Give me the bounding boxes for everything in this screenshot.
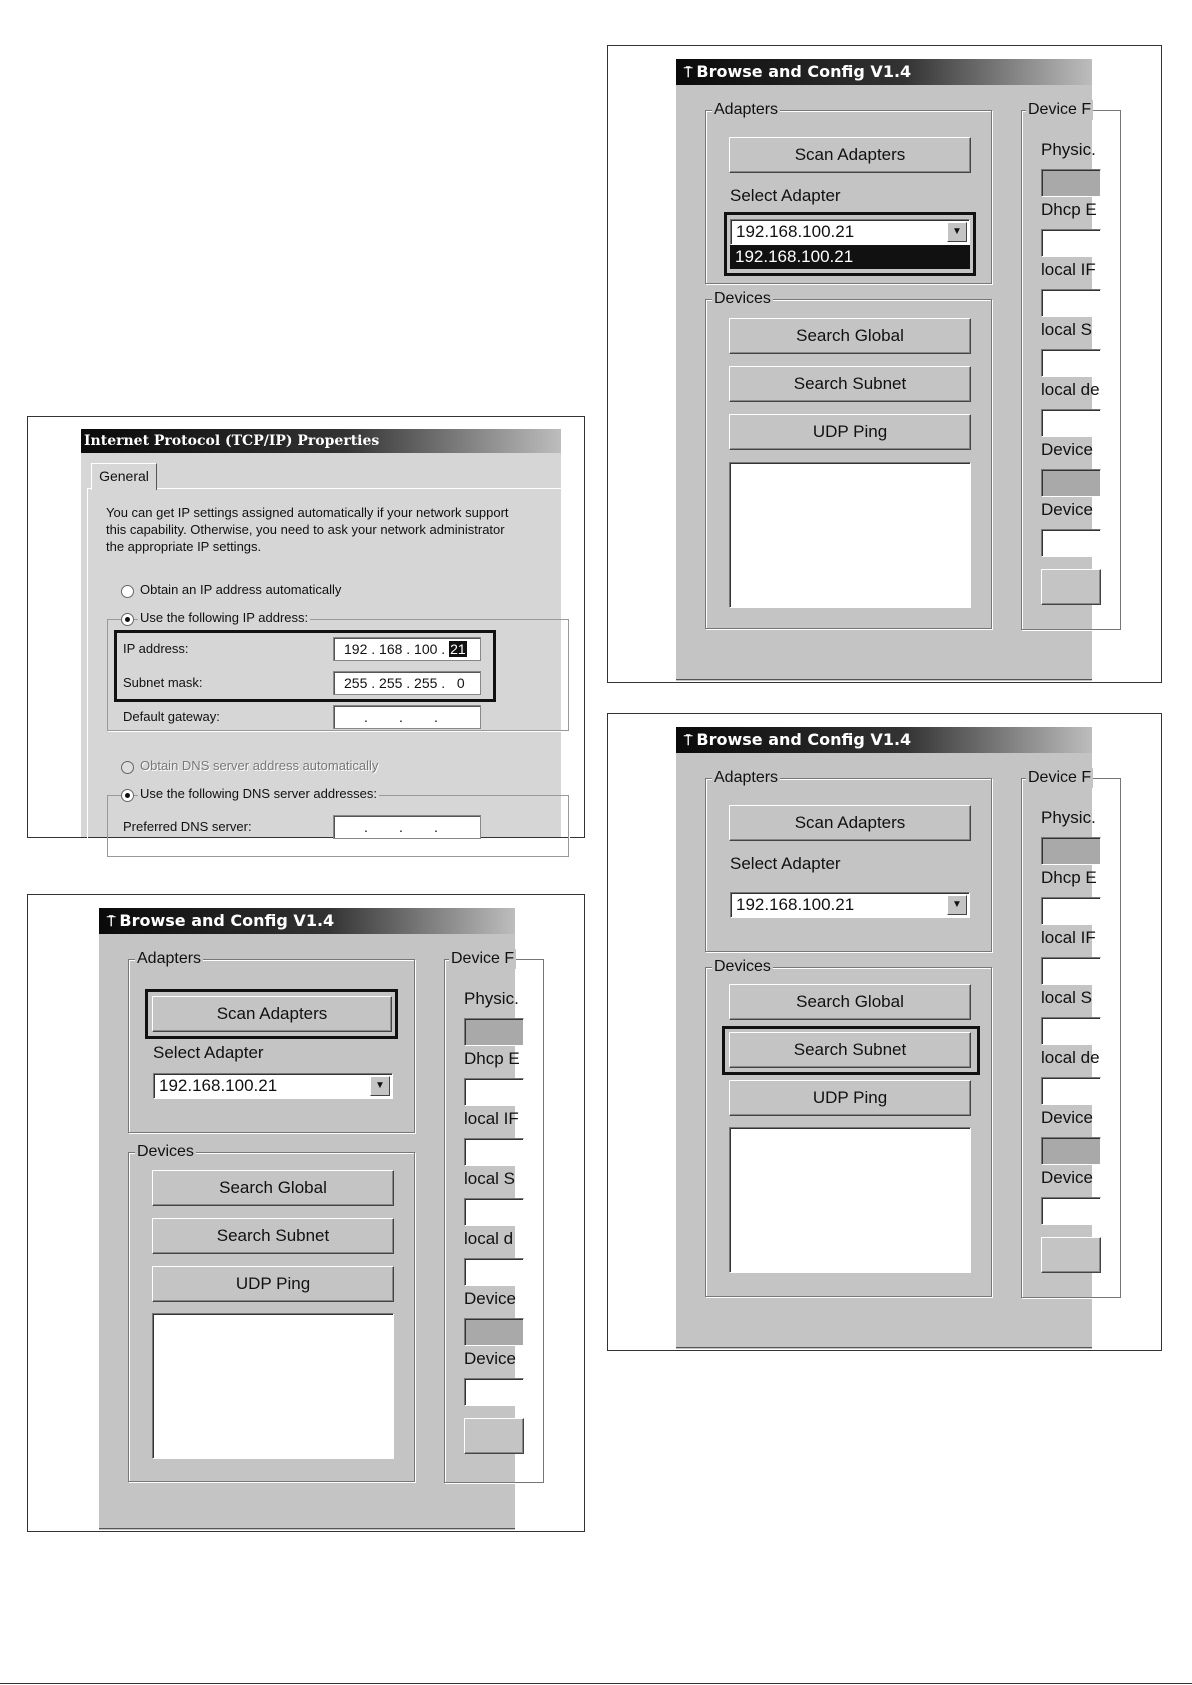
udp-ping-label-1: UDP Ping bbox=[812, 422, 888, 441]
radio-use-following-dns-label: Use the following DNS server addresses: bbox=[140, 786, 377, 801]
preferred-dns-value: . . . bbox=[364, 819, 438, 835]
radio-use-following-ip[interactable] bbox=[121, 613, 134, 626]
udp-ping-button-1[interactable] bbox=[729, 414, 971, 450]
local-s-field-3[interactable] bbox=[1041, 1017, 1101, 1045]
adapter-dropdown-option[interactable] bbox=[730, 245, 970, 269]
browse-config-title-3: Browse and Config V1.4 bbox=[696, 730, 912, 749]
window-bottom-edge-3 bbox=[676, 1347, 1092, 1348]
device-field-3a[interactable] bbox=[1041, 1137, 1101, 1165]
adapter-select-value-3: 192.168.100.21 bbox=[736, 895, 855, 914]
device-panel-label-2: Device F bbox=[451, 950, 515, 967]
subnet-mask-field[interactable] bbox=[333, 671, 481, 695]
devices-group-label-2: Devices bbox=[137, 1143, 194, 1160]
local-ip-label-3: local IF bbox=[1041, 928, 1096, 947]
device-apply-button-2[interactable] bbox=[464, 1418, 524, 1454]
local-d-field-1[interactable] bbox=[1041, 409, 1101, 437]
adapter-select-1[interactable] bbox=[730, 219, 970, 245]
physical-label-3: Physic. bbox=[1041, 808, 1096, 827]
udp-ping-button-3[interactable] bbox=[729, 1080, 971, 1116]
search-global-button-3[interactable] bbox=[729, 984, 971, 1020]
devices-group-label-3: Devices bbox=[714, 958, 771, 975]
dhcp-field-1[interactable] bbox=[1041, 229, 1101, 257]
tcpip-title-bar bbox=[81, 429, 561, 453]
browse-config-title-bar-1 bbox=[676, 59, 1092, 85]
local-ip-field-3[interactable] bbox=[1041, 957, 1101, 985]
browse-config-title-bar-3 bbox=[676, 727, 1092, 753]
tab-general[interactable] bbox=[91, 463, 157, 490]
search-subnet-label-1: Search Subnet bbox=[793, 374, 907, 393]
local-d-field-2[interactable] bbox=[464, 1258, 524, 1286]
local-s-label-3: local S bbox=[1041, 988, 1093, 1007]
browse-config-window-1 bbox=[676, 59, 1100, 681]
device-apply-button-1[interactable] bbox=[1041, 569, 1101, 605]
app-icon: ⍑ bbox=[684, 65, 693, 81]
ip-address-value: 192 . 168 . 100 . bbox=[344, 641, 446, 657]
device-label-3a: Device bbox=[1041, 1108, 1093, 1127]
device-panel-label-1: Device F bbox=[1028, 101, 1092, 118]
chevron-down-icon[interactable]: ▼ bbox=[947, 895, 967, 915]
local-ip-field-2[interactable] bbox=[464, 1138, 524, 1166]
device-label-2a: Device bbox=[464, 1289, 516, 1308]
browse-config-window-3 bbox=[676, 727, 1100, 1349]
device-panel-label-3: Device F bbox=[1028, 769, 1092, 786]
local-d-label-1: local de bbox=[1041, 380, 1100, 399]
subnet-mask-label: Subnet mask: bbox=[123, 675, 203, 690]
radio-obtain-ip-auto[interactable] bbox=[121, 585, 134, 598]
scan-adapters-button-1[interactable] bbox=[729, 137, 971, 173]
chevron-down-icon[interactable]: ▼ bbox=[370, 1076, 390, 1096]
screenshot-frame-tcpip bbox=[27, 416, 585, 838]
ip-address-label: IP address: bbox=[123, 641, 189, 656]
device-label-2b: Device bbox=[464, 1349, 516, 1368]
device-field-1b[interactable] bbox=[1041, 529, 1101, 557]
physical-field-1[interactable] bbox=[1041, 169, 1101, 197]
intro-text-line2: this capability. Otherwise, you need to ask your network administrator bbox=[106, 522, 505, 537]
device-field-2b[interactable] bbox=[464, 1378, 524, 1406]
screenshot-frame-select-adapter bbox=[607, 45, 1162, 683]
browse-config-title-2: Browse and Config V1.4 bbox=[119, 911, 335, 930]
adapter-select-2[interactable] bbox=[153, 1073, 393, 1099]
local-ip-label-1: local IF bbox=[1041, 260, 1096, 279]
device-field-2a[interactable] bbox=[464, 1318, 524, 1346]
gateway-value: . . . bbox=[364, 709, 438, 725]
search-subnet-button-3[interactable] bbox=[729, 1032, 971, 1068]
dhcp-field-3[interactable] bbox=[1041, 897, 1101, 925]
window-bottom-edge-2 bbox=[99, 1528, 515, 1529]
preferred-dns-field[interactable] bbox=[333, 815, 481, 839]
local-s-field-1[interactable] bbox=[1041, 349, 1101, 377]
browse-config-window-2 bbox=[99, 908, 520, 1530]
scan-adapters-label-2: Scan Adapters bbox=[216, 1004, 328, 1023]
physical-field-3[interactable] bbox=[1041, 837, 1101, 865]
search-subnet-label-3: Search Subnet bbox=[793, 1040, 907, 1059]
udp-ping-button-2[interactable] bbox=[152, 1266, 394, 1302]
page-footer-rule bbox=[0, 1683, 1192, 1684]
adapters-group-label-2: Adapters bbox=[137, 950, 202, 967]
physical-label-1: Physic. bbox=[1041, 140, 1096, 159]
device-apply-button-3[interactable] bbox=[1041, 1237, 1101, 1273]
local-d-field-3[interactable] bbox=[1041, 1077, 1101, 1105]
physical-label-2: Physic. bbox=[464, 989, 519, 1008]
app-icon: ⍑ bbox=[684, 733, 693, 749]
adapter-select-value-1: 192.168.100.21 bbox=[736, 222, 855, 241]
local-s-field-2[interactable] bbox=[464, 1198, 524, 1226]
tcpip-properties-window bbox=[81, 429, 561, 837]
radio-use-following-dns[interactable] bbox=[121, 789, 134, 802]
devices-group-label-1: Devices bbox=[714, 290, 771, 307]
physical-field-2[interactable] bbox=[464, 1018, 524, 1046]
select-adapter-label-3: Select Adapter bbox=[730, 854, 841, 873]
search-subnet-button-2[interactable] bbox=[152, 1218, 394, 1254]
dhcp-label-3: Dhcp E bbox=[1041, 868, 1097, 887]
search-global-button-2[interactable] bbox=[152, 1170, 394, 1206]
ip-address-field[interactable] bbox=[333, 637, 481, 661]
adapter-select-3[interactable] bbox=[730, 892, 970, 918]
window-bottom-edge-1 bbox=[676, 679, 1092, 680]
scan-adapters-button-3[interactable] bbox=[729, 805, 971, 841]
ip-address-selected-octet: 21 bbox=[450, 641, 466, 657]
subnet-mask-value: 255 . 255 . 255 . 0 bbox=[344, 675, 465, 691]
search-global-label-3: Search Global bbox=[796, 992, 904, 1011]
udp-ping-label-3: UDP Ping bbox=[812, 1088, 888, 1107]
intro-text-line3: the appropriate IP settings. bbox=[106, 539, 262, 554]
select-adapter-label-1: Select Adapter bbox=[730, 186, 841, 205]
radio-use-following-ip-label: Use the following IP address: bbox=[140, 610, 309, 625]
radio-obtain-dns-auto-label: Obtain DNS server address automatically bbox=[140, 758, 379, 773]
scan-adapters-button-2[interactable] bbox=[152, 996, 392, 1032]
local-d-label-3: local de bbox=[1041, 1048, 1100, 1067]
scan-adapters-label-3: Scan Adapters bbox=[794, 813, 906, 832]
devices-list-3[interactable] bbox=[729, 1127, 971, 1273]
search-global-label-2: Search Global bbox=[219, 1178, 327, 1197]
adapters-group-label-1: Adapters bbox=[714, 101, 779, 118]
app-icon: ⍑ bbox=[107, 914, 116, 930]
browse-config-title-bar-2 bbox=[99, 908, 515, 934]
local-s-label-2: local S bbox=[464, 1169, 516, 1188]
chevron-down-icon[interactable]: ▼ bbox=[947, 222, 967, 242]
udp-ping-label-2: UDP Ping bbox=[235, 1274, 311, 1293]
devices-list-1[interactable] bbox=[729, 462, 971, 608]
local-s-label-1: local S bbox=[1041, 320, 1093, 339]
device-label-1b: Device bbox=[1041, 500, 1093, 519]
adapters-group-label-3: Adapters bbox=[714, 769, 779, 786]
search-subnet-label-2: Search Subnet bbox=[216, 1226, 330, 1245]
select-adapter-label-2: Select Adapter bbox=[153, 1043, 264, 1062]
preferred-dns-label: Preferred DNS server: bbox=[123, 819, 252, 834]
adapter-select-value-2: 192.168.100.21 bbox=[159, 1076, 278, 1095]
intro-text-line1: You can get IP settings assigned automatically if your network support bbox=[106, 505, 509, 520]
search-subnet-button-1[interactable] bbox=[729, 366, 971, 402]
devices-list-2[interactable] bbox=[152, 1313, 394, 1459]
tcpip-title: Internet Protocol (TCP/IP) Properties bbox=[84, 433, 380, 449]
gateway-label: Default gateway: bbox=[123, 709, 220, 724]
dhcp-label-2: Dhcp E bbox=[464, 1049, 520, 1068]
local-ip-label-2: local IF bbox=[464, 1109, 519, 1128]
radio-obtain-dns-auto[interactable] bbox=[121, 761, 134, 774]
dhcp-label-1: Dhcp E bbox=[1041, 200, 1097, 219]
screenshot-frame-scan-adapters bbox=[27, 894, 585, 1532]
adapter-dropdown-option-label: 192.168.100.21 bbox=[735, 247, 854, 266]
search-global-label-1: Search Global bbox=[796, 326, 904, 345]
tab-general-label: General bbox=[99, 468, 149, 484]
gateway-field[interactable] bbox=[333, 705, 481, 729]
radio-obtain-ip-auto-label: Obtain an IP address automatically bbox=[140, 582, 342, 597]
scan-adapters-label-1: Scan Adapters bbox=[794, 145, 906, 164]
search-global-button-1[interactable] bbox=[729, 318, 971, 354]
device-field-1a[interactable] bbox=[1041, 469, 1101, 497]
device-field-3b[interactable] bbox=[1041, 1197, 1101, 1225]
browse-config-title-1: Browse and Config V1.4 bbox=[696, 62, 912, 81]
device-label-1a: Device bbox=[1041, 440, 1093, 459]
dhcp-field-2[interactable] bbox=[464, 1078, 524, 1106]
screenshot-frame-search-subnet bbox=[607, 713, 1162, 1351]
device-label-3b: Device bbox=[1041, 1168, 1093, 1187]
local-d-label-2: local d bbox=[464, 1229, 514, 1248]
local-ip-field-1[interactable] bbox=[1041, 289, 1101, 317]
